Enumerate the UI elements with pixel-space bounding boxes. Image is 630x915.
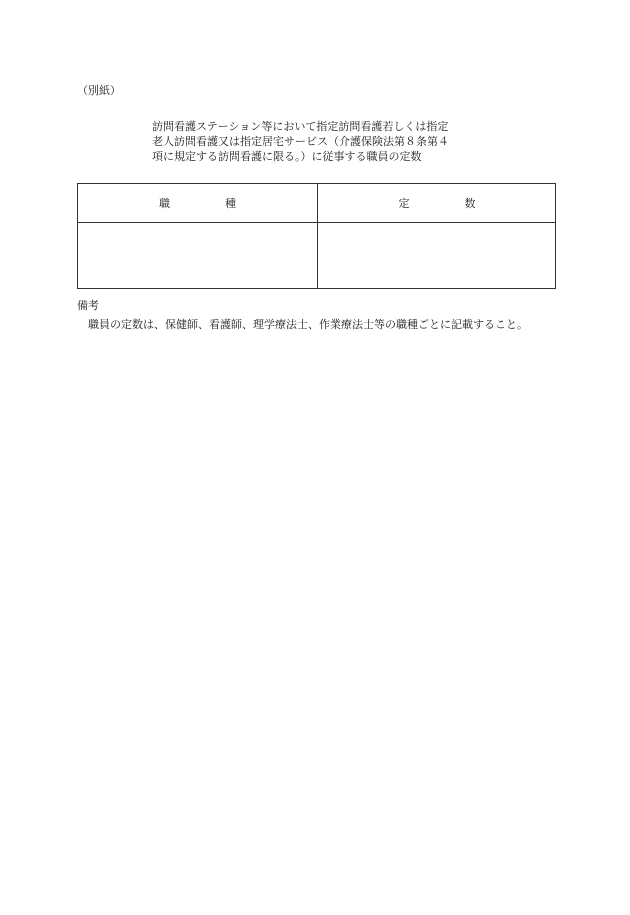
table-cell-job-type — [78, 223, 317, 288]
staff-count-table — [77, 183, 556, 289]
header-job-type — [78, 184, 317, 222]
remarks-heading: 備考 — [77, 299, 99, 312]
header-job-type-char-2: 種 — [225, 197, 236, 210]
title-line-3: 項に規定する訪問看護に限る。）に従事する職員の定数 — [152, 150, 422, 163]
document-title — [152, 119, 482, 164]
title-line-1: 訪問看護ステーション等において指定訪問看護若しくは指定 — [152, 120, 449, 133]
attachment-label: （別紙） — [77, 84, 121, 97]
header-staff-count-char-2: 数 — [464, 197, 476, 210]
header-staff-count-char-1: 定 — [398, 197, 410, 210]
title-line-2: 老人訪問看護又は指定居宅サービス（介護保険法第８条第４ — [152, 135, 449, 148]
header-staff-count — [318, 184, 556, 222]
remarks-text: 職員の定数は、保健師、看護師、理学療法士、作業療法士等の職種ごとに記載すること。 — [88, 318, 528, 331]
header-job-type-char-1: 職 — [159, 197, 170, 210]
table-cell-staff-count — [318, 223, 556, 288]
